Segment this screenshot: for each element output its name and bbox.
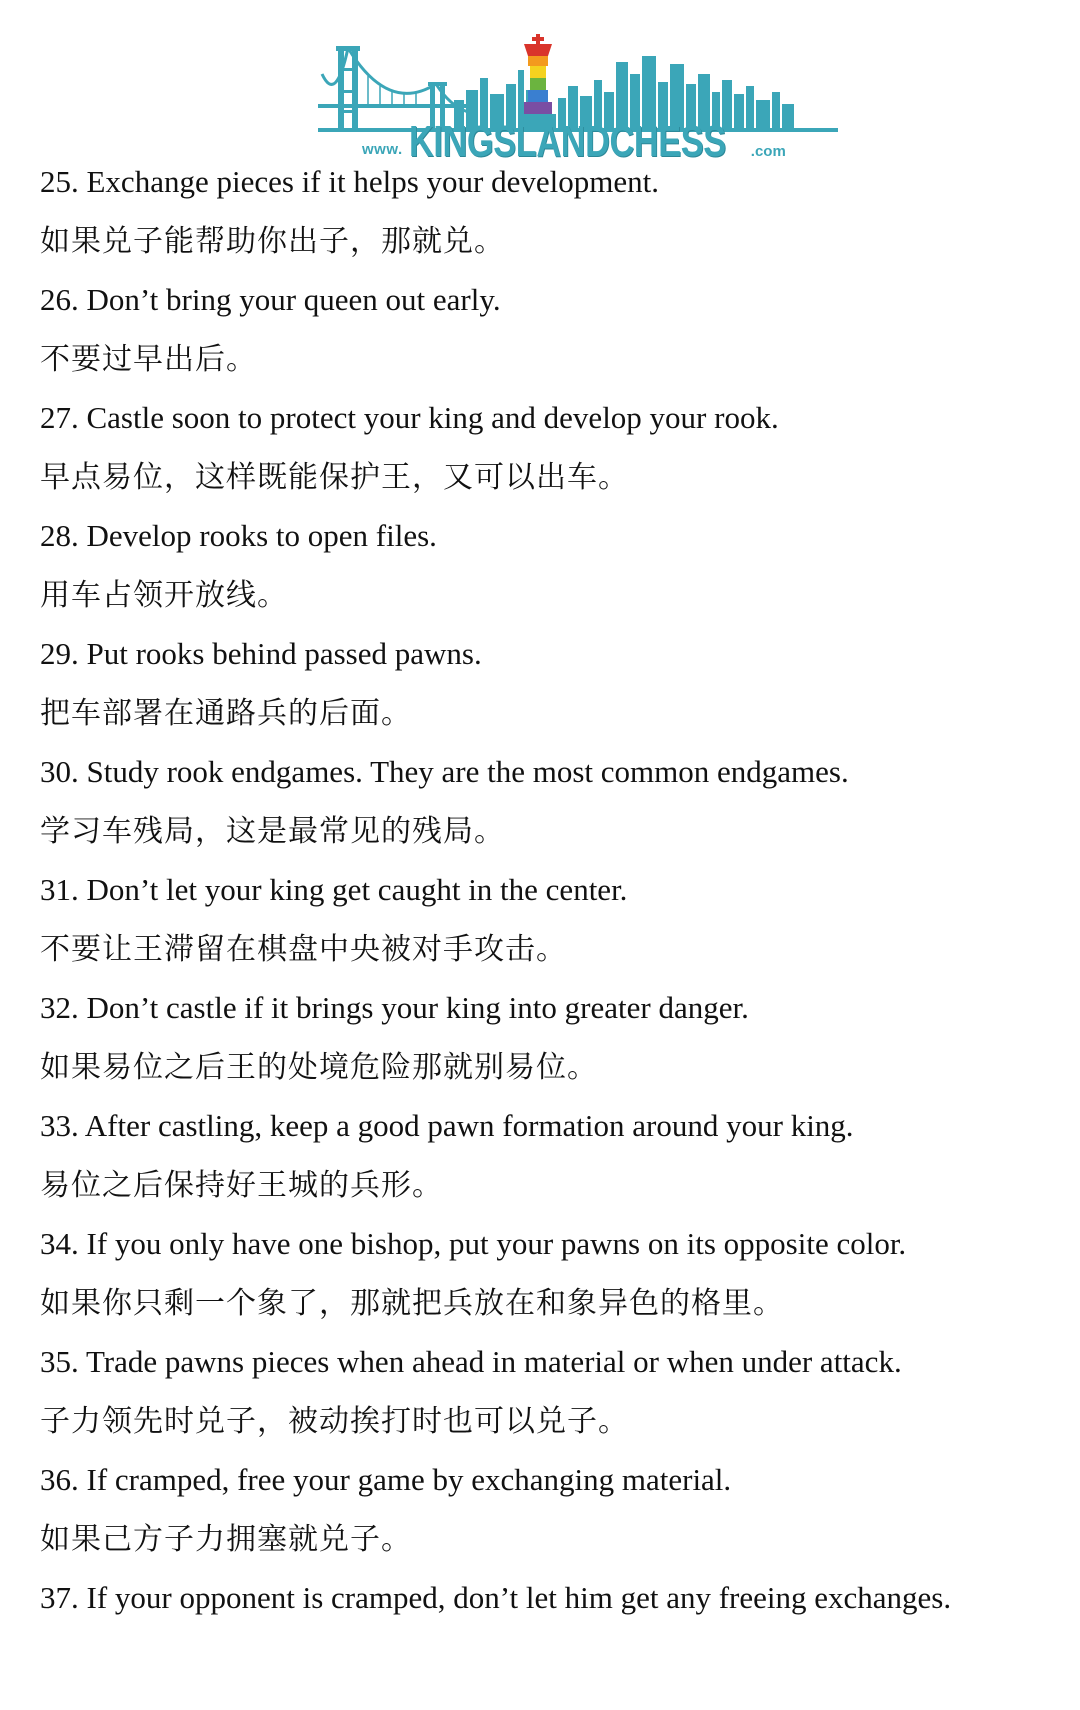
tip-english: 27. Castle soon to protect your king and develop your rook. bbox=[40, 400, 779, 435]
tip-english: 28. Develop rooks to open files. bbox=[40, 518, 437, 553]
tip-item bbox=[40, 1106, 1060, 1206]
tip-chinese: 不要让王滞留在棋盘中央被对手攻击。 bbox=[40, 932, 567, 967]
tip-chinese: 把车部署在通路兵的后面。 bbox=[40, 696, 412, 731]
tip-item bbox=[40, 516, 1060, 616]
logo-prefix: www. bbox=[362, 141, 403, 158]
tip-english: 35. Trade pawns pieces when ahead in material or when under attack. bbox=[40, 1344, 902, 1379]
tip-chinese: 如果易位之后王的处境危险那就别易位。 bbox=[40, 1050, 598, 1085]
tip-item bbox=[40, 870, 1060, 970]
tip-item bbox=[40, 1342, 1060, 1442]
tip-item bbox=[40, 1224, 1060, 1324]
tip-chinese: 子力领先时兑子，被动挨打时也可以兑子。 bbox=[40, 1404, 629, 1439]
tip-chinese: 如果己方子力拥塞就兑子。 bbox=[40, 1522, 412, 1557]
tip-item bbox=[40, 1578, 1060, 1618]
tip-item bbox=[40, 988, 1060, 1088]
tip-chinese: 学习车残局，这是最常见的残局。 bbox=[40, 814, 505, 849]
tip-item bbox=[40, 752, 1060, 852]
chess-tips-list bbox=[40, 158, 1060, 1638]
tip-english: 29. Put rooks behind passed pawns. bbox=[40, 636, 482, 671]
tip-english: 30. Study rook endgames. They are the most common endgames. bbox=[40, 754, 849, 789]
tip-item bbox=[40, 1460, 1060, 1560]
tip-english: 33. After castling, keep a good pawn formation around your king. bbox=[40, 1108, 854, 1143]
tip-item bbox=[40, 162, 1060, 262]
tip-chinese: 如果你只剩一个象了，那就把兵放在和象异色的格里。 bbox=[40, 1286, 784, 1321]
tip-item bbox=[40, 280, 1060, 380]
tip-english: 25. Exchange pieces if it helps your development. bbox=[40, 164, 659, 199]
tip-english: 26. Don’t bring your queen out early. bbox=[40, 282, 501, 317]
tip-chinese: 早点易位，这样既能保护王，又可以出车。 bbox=[40, 460, 629, 495]
logo-wordmark bbox=[362, 116, 786, 164]
tip-chinese: 用车占领开放线。 bbox=[40, 578, 288, 613]
tip-english: 32. Don’t castle if it brings your king into greater danger. bbox=[40, 990, 749, 1025]
logo-suffix: .com bbox=[750, 143, 786, 160]
logo-name: KINGSLANDCHESS bbox=[408, 117, 726, 166]
tip-chinese: 易位之后保持好王城的兵形。 bbox=[40, 1168, 443, 1203]
tip-chinese: 如果兑子能帮助你出子，那就兑。 bbox=[40, 224, 505, 259]
tip-english: 31. Don’t let your king get caught in the center. bbox=[40, 872, 628, 907]
tip-chinese: 不要过早出后。 bbox=[40, 342, 257, 377]
tip-english: 37. If your opponent is cramped, don’t let him get any freeing exchanges. bbox=[40, 1580, 952, 1615]
kingslandchess-logo bbox=[318, 34, 838, 166]
tip-english: 34. If you only have one bishop, put your pawns on its opposite color. bbox=[40, 1226, 907, 1261]
tip-item bbox=[40, 398, 1060, 498]
tip-item bbox=[40, 634, 1060, 734]
tip-english: 36. If cramped, free your game by exchanging material. bbox=[40, 1462, 732, 1497]
